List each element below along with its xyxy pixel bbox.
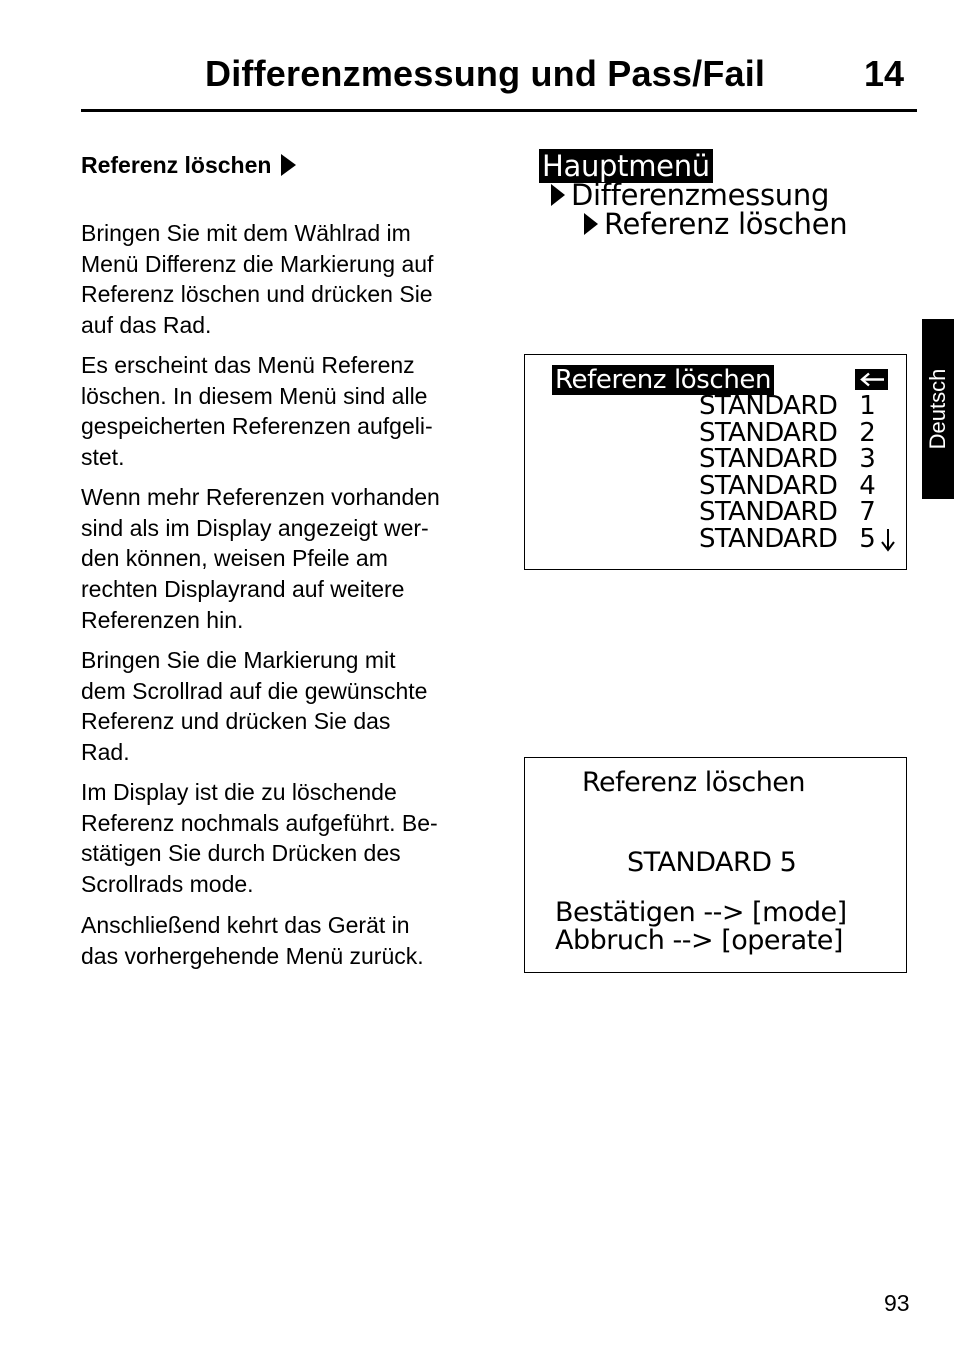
reference-list-display: [524, 354, 907, 570]
reference-list-title: Referenz löschen: [552, 365, 774, 395]
menu-path: [539, 150, 847, 240]
menu-main-highlight: Hauptmenü: [539, 149, 713, 183]
list-item[interactable]: STANDARD 3: [699, 444, 876, 475]
paragraph-1: Bringen Sie mit dem Wählrad im Menü Differenz die Markierung auf Referenz löschen und drücken Sie auf das Rad.: [81, 220, 434, 339]
confirm-title: Referenz löschen: [582, 767, 806, 798]
paragraph-5: Im Display ist die zu löschende Referenz nochmals aufgeführt. Be- stätigen Sie durch Drücken des Scrollrads mode.: [81, 779, 438, 898]
list-item[interactable]: STANDARD 5: [699, 523, 876, 554]
header-divider: [81, 109, 917, 112]
menu-path-level2: Referenz löschen: [584, 208, 847, 240]
list-item[interactable]: STANDARD 4: [699, 470, 876, 501]
paragraph-4: Bringen Sie die Markierung mit dem Scrollrad auf die gewünschte Referenz und drücken Sie das Rad.: [81, 647, 428, 766]
paragraph-2: Es erscheint das Menü Referenz löschen. In diesem Menü sind alle gespeicherten Referenzen aufgeli- stet.: [81, 352, 433, 471]
list-item[interactable]: STANDARD 2: [699, 417, 876, 448]
down-arrow-icon: [880, 527, 896, 557]
confirm-reference: STANDARD 5: [627, 847, 797, 878]
pointer-triangle-icon: [551, 184, 565, 206]
menu-path-level1: Differenzmessung: [551, 179, 847, 211]
confirm-mode-line: Bestätigen --> [mode]: [555, 897, 847, 928]
list-item[interactable]: STANDARD 1: [699, 391, 876, 421]
section-heading-text: Referenz löschen: [81, 152, 272, 178]
confirm-display: [524, 757, 907, 973]
chapter-number: 14: [864, 53, 905, 94]
paragraph-3: Wenn mehr Referenzen vorhanden sind als im Display angezeigt wer- den können, weisen Pfeile am rechten Displayrand auf weitere Referenzen hin.: [81, 484, 440, 633]
back-arrow-icon[interactable]: [855, 369, 888, 390]
list-item[interactable]: STANDARD 7: [699, 497, 876, 528]
pointer-triangle-icon: [584, 213, 598, 235]
paragraph-6: Anschließend kehrt das Gerät in das vorhergehende Menü zurück.: [81, 912, 424, 969]
reference-list: [699, 393, 875, 553]
language-tab-label: Deutsch: [925, 368, 950, 450]
section-heading: [81, 150, 296, 180]
language-tab: [922, 319, 954, 499]
page-title: Differenzmessung und Pass/Fail: [205, 53, 766, 94]
cancel-operate-line: Abbruch --> [operate]: [555, 925, 843, 956]
page-number: 93: [884, 1290, 910, 1316]
play-triangle-icon: [281, 154, 296, 176]
